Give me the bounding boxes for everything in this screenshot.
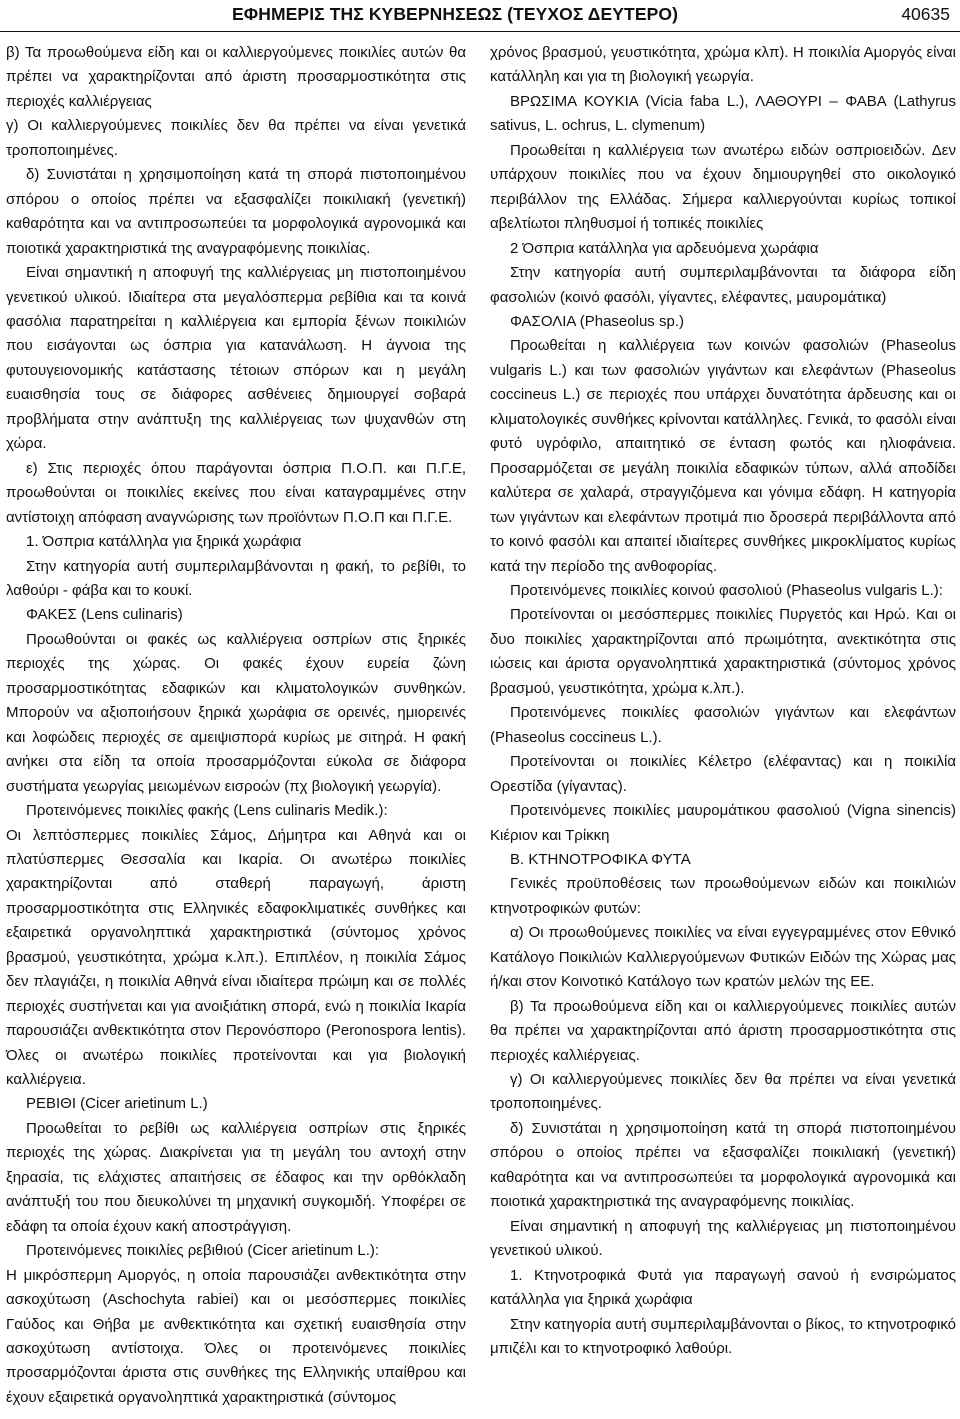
- paragraph: δ) Συνιστάται η χρησιμοποίηση κατά τη σπορά πιστοποιημένου σπόρου ο οποίος πρέπει να εξασφαλίζει ποικιλιακή (γενετική) καθαρότητα και να αντιπροσωπεύει τα μορφολογικά αγρονομικά και ποιοτικά χαρακτηριστικά της αναγραφόμενης ποικιλίας.: [490, 1119, 956, 1211]
- paragraph: Προωθείται η καλλιέργεια των κοινών φασολιών (Phaseolus vulgaris L.) και των φασολιών γιγάντων και ελεφάντων (Phaseolus coccineus L.) σε περιοχές που υπάρχει δυνατότητα άρδευσης και οι κλιματολογικές συνθήκες κρίνονται κατάλληλες. Γενικά, το φασόλι είναι φυτό υγρόφιλο, απαιτητικό σε ένταση φωτός και ηλιοφάνεια. Προσαρμόζεται σε μεγάλη ποικιλία εδαφικών τύπων, αλλά αποδίδει καλύτερα σε χαλαρά, στραγγιζόμενα και γόνιμα εδάφη. Η κατηγορία των γιγάντων και ελεφάντων προτιμά πιο δροσερά περιβάλλοντα από το κοινό φασόλι και απαιτεί ιδιαίτερες συνθήκες μικροκλίματος κυρίως κατά την περίοδο της ανθοφορίας.: [490, 337, 956, 575]
- paragraph: Προτείνονται οι μεσόσπερμες ποικιλίες Πυργετός και Ηρώ. Και οι δυο ποικιλίες χαρακτηρίζονται από πρωιμότητα, ανεκτικότητα στις ιώσεις και άριστα οργανοληπτικά χαρακτηριστικά (σύντομος χρόνος βρασμού, γευστικότητα, χρώμα κ.λπ.).: [490, 606, 956, 697]
- paragraph: Είναι σημαντική η αποφυγή της καλλιέργειας μη πιστοποιημένου γενετικού υλικού. Ιδιαίτερα στα μεγαλόσπερμα ρεβίθια και τα κοινά φασόλια παρατηρείται η καλλιέργεια και εμπορία ξένων ποικιλιών που εισάγονται ως όσπρια για κατανάλωση. Η άγνοια της φυτουγειονομικής κατάστασης τέτοιων σπόρων και η μεγάλη ευαισθησία τους σε διάφορες ασθένειες δημιουργεί σοβαρά προβλήματα στην ανάπτυξη της καλλιέργειας των ψυχανθών στη χώρα.: [6, 264, 466, 453]
- paragraph: γ) Οι καλλιεργούμενες ποικιλίες δεν θα πρέπει να είναι γενετικά τροποποιημένες.: [6, 117, 466, 159]
- paragraph: α) Οι προωθούμενες ποικιλίες να είναι εγγεγραμμένες στον Εθνικό Κατάλογο Ποικιλιών Καλλιεργούμενων Φυτικών Ειδών της Χώρας μας ή/και στον Κοινοτικό Κατάλογο των κρατών μελών της ΕΕ.: [490, 924, 956, 991]
- header-rule: [0, 31, 960, 32]
- paragraph: Προτεινόμενες ποικιλίες φασολιών γιγάντων και ελεφάντων (Phaseolus coccineus L.).: [490, 704, 956, 746]
- paragraph: Προτεινόμενες ποικιλίες μαυρομάτικου φασολιού (Vigna sinencis) Κιέριον και Τρίκκη: [490, 802, 956, 844]
- section-heading: 1. Κτηνοτροφικά Φυτά για παραγωγή σανού ή ενσιρώματος κατάλληλα για ξηρικά χωράφια: [490, 1266, 956, 1309]
- section-heading: Β. ΚΤΗΝΟΤΡΟΦΙΚΑ ΦΥΤΑ: [510, 850, 691, 868]
- subheading: ΡΕΒΙΘΙ (Cicer arietinum L.): [26, 1095, 208, 1113]
- paragraph: δ) Συνιστάται η χρησιμοποίηση κατά τη σπορά πιστοποιημένου σπόρου ο οποίος πρέπει να εξασφαλίζει ποικιλιακή (γενετική) καθαρότητα και να αντιπροσωπεύει τα μορφολογικά αγρονομικά και ποιοτικά χαρακτηριστικά της αναγραφόμενης ποικιλίας.: [6, 166, 466, 257]
- paragraph: γ) Οι καλλιεργούμενες ποικιλίες δεν θα πρέπει να είναι γενετικά τροποποιημένες.: [490, 1071, 956, 1113]
- paragraph: Προτεινόμενες ποικιλίες ρεβιθιού (Cicer arietinum L.):: [26, 1242, 380, 1260]
- page-number: 40635: [901, 4, 950, 24]
- paragraph: Προτεινόμενες ποικιλίες φακής (Lens culinaris Medik.):: [26, 802, 388, 820]
- paragraph: Προτείνονται οι ποικιλίες Κέλετρο (ελέφαντας) και η ποικιλία Ορεστίδα (γίγαντας).: [490, 753, 956, 795]
- subheading: ΦΑΚΕΣ (Lens culinaris): [26, 606, 183, 624]
- paragraph: Στην κατηγορία αυτή συμπεριλαμβάνονται τα διάφορα είδη φασολιών (κοινό φασόλι, γίγαντες, ελέφαντες, μαυρομάτικα): [490, 264, 956, 306]
- section-heading: 2 Όσπρια κατάλληλα για αρδευόμενα χωράφια: [510, 239, 819, 257]
- right-column: [490, 41, 956, 1361]
- paragraph: Στην κατηγορία αυτή συμπεριλαμβάνονται η φακή, το ρεβίθι, το λαθούρι - φάβα και το κουκί.: [6, 557, 466, 599]
- paragraph: Προωθείται η καλλιέργεια των ανωτέρω ειδών οσπριοειδών. Δεν υπάρχουν ποικιλίες που να έχουν δημιουργηθεί στο οικολογικό περιβάλλον της Ελλάδας. Σήμερα καλλιεργούνται κυρίως τοπικοί αβελτίωτοι πληθυσμοί ή τοπικές ποικιλίες: [490, 141, 956, 233]
- paragraph: Στην κατηγορία αυτή συμπεριλαμβάνονται ο βίκος, το κτηνοτροφικό μπιζέλι και το κτηνοτροφικό λαθούρι.: [490, 1315, 956, 1358]
- publication-title: ΕΦΗΜΕΡΙΣ ΤΗΣ ΚΥΒΕΡΝΗΣΕΩΣ (ΤΕΥΧΟΣ ΔΕΥΤΕΡΟ): [232, 4, 679, 24]
- paragraph: Είναι σημαντική η αποφυγή της καλλιέργειας μη πιστοποιημένου γενετικού υλικού.: [490, 1217, 956, 1260]
- subheading: ΒΡΩΣΙΜΑ ΚΟΥΚΙΑ (Vicia faba L.), ΛΑΘΟΥΡΙ – ΦΑΒΑ (Lathyrus sativus, L. ochrus, L. clymenum): [490, 92, 956, 135]
- page-header: [0, 0, 960, 36]
- paragraph: ε) Στις περιοχές όπου παράγονται όσπρια Π.Ο.Π. και Π.Γ.Ε, προωθούνται οι ποικιλίες εκείνες που είναι καταγραμμένες στην αντίστοιχη απόφαση αναγνώρισης των προϊόντων Π.Ο.Π και Π.Γ.Ε.: [6, 459, 466, 526]
- paragraph: β) Τα προωθούμενα είδη και οι καλλιεργούμενες ποικιλίες αυτών θα πρέπει να χαρακτηρίζονται από άριστη προσαρμοστικότητα στις περιοχές καλλιέργειας.: [490, 997, 956, 1064]
- paragraph: Γενικές προϋποθέσεις των προωθούμενων ειδών και ποικιλιών κτηνοτροφικών φυτών:: [490, 875, 956, 917]
- left-column: [6, 41, 466, 1410]
- section-heading: 1. Όσπρια κατάλληλα για ξηρικά χωράφια: [26, 533, 302, 551]
- paragraph: Προωθούνται οι φακές ως καλλιέργεια οσπρίων στις ξηρικές περιοχές της χώρας. Οι φακές έχουν ευρεία ζώνη προσαρμοστικότητας εδαφικών και κλιματολογικών συνθηκών. Μπορούν να αξιοποιήσουν ξηρικά χωράφια σε ορεινές, ημιορεινές και λοφώδεις περιοχές σε αμειψισπορά κυρίως με σιτηρά. Η φακή ανήκει στα είδη τα οποία προσαρμόζονται εύκολα σε διάφορα συστήματα γεωργίας μειωμένων εισροών (πχ βιολογική γεωργία).: [6, 630, 466, 795]
- paragraph: Προωθείται το ρεβίθι ως καλλιέργεια οσπρίων στις ξηρικές περιοχές της χώρας. Διακρίνεται για τη μεγάλη του αντοχή στην ξηρασία, τις ελάχιστες απαιτήσεις σε έδαφος και την ορθόκλαδη ανάπτυξή του που διευκολύνει τη μηχανική συγκομιδή. Υποφέρει σε εδάφη τα οποία έχουν κακή αποστράγγιση.: [6, 1119, 466, 1235]
- paragraph: Οι λεπτόσπερμες ποικιλίες Σάμος, Δήμητρα και Αθηνά και οι πλατύσπερμες Θεσσαλία και Ικαρία. Οι ανωτέρω ποικιλίες χαρακτηρίζονται από σταθερή παραγωγή, άριστη προσαρμοστικότητα στις Ελληνικές εδαφοκλιματικές συνθήκες και εξαιρετικά οργανοληπτικά χαρακτηριστικά (σύντομος χρόνος βρασμού, γευστικότητα, χρώμα κ.λπ.). Επιπλέον, η ποικιλία Σάμος δεν πλαγιάζει, η ποικιλία Αθηνά είναι ιδιαίτερα πρώιμη και σε πολλές περιοχές συστήνεται και για ανοιξιάτικη σπορά, ενώ η ποικιλία Ικαρία παρουσιάζει ανθεκτικότητα στον Περονόσπορο (Peronospora lentis). Όλες οι ανωτέρω ποικιλίες προτείνονται και για βιολογική καλλιέργεια.: [6, 826, 466, 1089]
- paragraph: β) Τα προωθούμενα είδη και οι καλλιεργούμενες ποικιλίες αυτών θα πρέπει να χαρακτηρίζονται από άριστη προσαρμοστικότητα στις περιοχές καλλιέργειας: [6, 44, 466, 110]
- paragraph: χρόνος βρασμού, γευστικότητα, χρώμα κλπ). Η ποικιλία Αμοργός είναι κατάλληλη και για τη βιολογική γεωργία.: [490, 44, 956, 86]
- paragraph: Η μικρόσπερμη Αμοργός, η οποία παρουσιάζει ανθεκτικότητα στην ασκοχύτωση (Aschochyta rabiei) και οι μεσόσπερμες ποικιλίες Γαύδος και Θήβα με ανθεκτικότητα και σχετική ευαισθησία στην ασκοχύτωση αντίστοιχα. Όλες οι προτεινόμενες ποικιλίες προσαρμόζονται άριστα στις συνθήκες της Ελληνικής υπαίθρου και έχουν εξαιρετικά οργανοληπτικά χαρακτηριστικά (σύντομος: [6, 1266, 466, 1406]
- paragraph: Προτεινόμενες ποικιλίες κοινού φασολιού (Phaseolus vulgaris L.):: [510, 581, 943, 599]
- subheading: ΦΑΣΟΛΙΑ (Phaseolus sp.): [510, 312, 684, 330]
